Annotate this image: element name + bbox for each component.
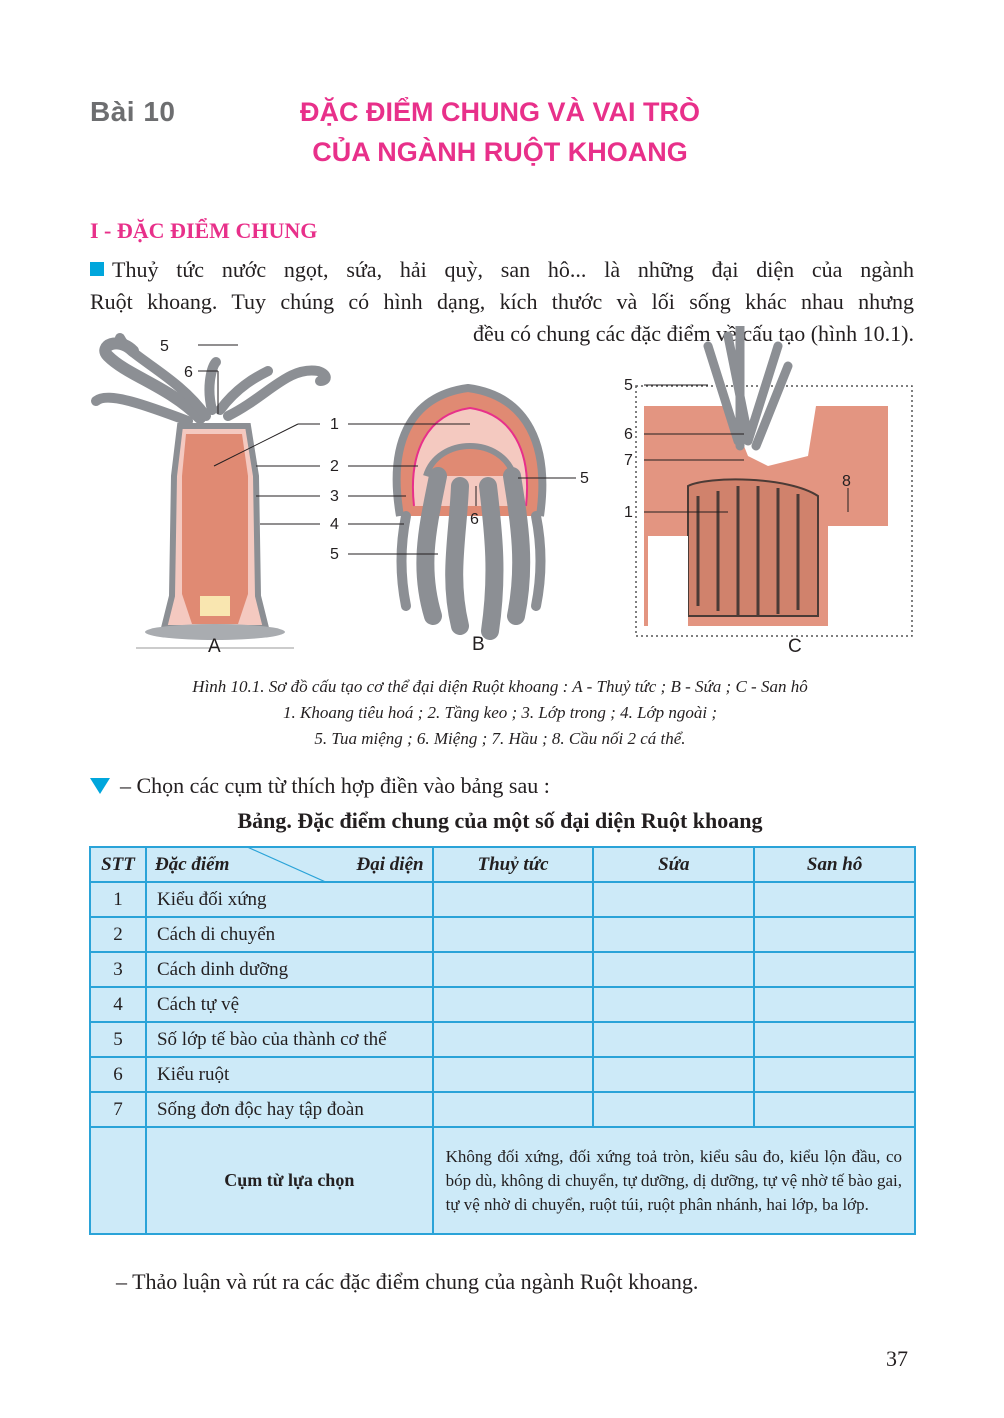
label-b-5: 5 <box>580 470 589 487</box>
label-c-6: 6 <box>624 426 633 443</box>
lesson-title-line1: ĐẶC ĐIỂM CHUNG VÀ VAI TRÒ <box>299 97 700 127</box>
table-row <box>90 987 915 1022</box>
bullet-square-icon <box>90 262 104 276</box>
label-a-6: 6 <box>184 364 193 381</box>
choices-label: Cụm từ lựa chọn <box>146 1127 433 1234</box>
row-no: 6 <box>90 1057 146 1092</box>
row-no: 7 <box>90 1092 146 1127</box>
choices-empty-cell <box>90 1127 146 1234</box>
cell-hydra[interactable] <box>433 1022 594 1057</box>
header-coral: San hô <box>754 847 915 882</box>
row-no: 5 <box>90 1022 146 1057</box>
header-hydra: Thuỷ tức <box>433 847 594 882</box>
features-table <box>89 846 916 1235</box>
cell-jellyfish[interactable] <box>593 1057 754 1092</box>
panel-c-label: C <box>788 636 802 657</box>
label-c-1: 1 <box>624 504 633 521</box>
table-title: Bảng. Đặc điểm chung của một số đại diện Ruột khoang <box>237 808 763 833</box>
header-jellyfish: Sứa <box>593 847 754 882</box>
cell-jellyfish[interactable] <box>593 1022 754 1057</box>
label-4: 4 <box>330 516 339 533</box>
cell-coral[interactable] <box>754 987 915 1022</box>
row-no: 1 <box>90 882 146 917</box>
label-b-6: 6 <box>470 511 479 528</box>
cell-jellyfish[interactable] <box>593 917 754 952</box>
row-feature: Số lớp tế bào của thành cơ thể <box>146 1022 433 1057</box>
cell-jellyfish[interactable] <box>593 987 754 1022</box>
task-instruction <box>90 770 550 802</box>
row-no: 2 <box>90 917 146 952</box>
intro-para-line2: Ruột khoang. Tuy chúng có hình dạng, kích thước và lối sống khác nhau nhưng <box>90 289 914 314</box>
row-feature: Kiểu đối xứng <box>146 882 433 917</box>
cell-coral[interactable] <box>754 1057 915 1092</box>
diagram-coral <box>636 326 912 636</box>
cell-hydra[interactable] <box>433 952 594 987</box>
figure-10-1 <box>88 326 918 660</box>
figure-caption-line2: 1. Khoang tiêu hoá ; 2. Tầng keo ; 3. Lớp trong ; 4. Lớp ngoài ; <box>282 703 717 722</box>
cell-jellyfish[interactable] <box>593 882 754 917</box>
row-no: 4 <box>90 987 146 1022</box>
label-c-5: 5 <box>624 377 633 394</box>
panel-letters <box>208 634 802 657</box>
label-3: 3 <box>330 488 339 505</box>
table-header-row <box>90 847 915 882</box>
row-feature: Cách tự vệ <box>146 987 433 1022</box>
row-feature: Cách di chuyển <box>146 917 433 952</box>
cell-coral[interactable] <box>754 1092 915 1127</box>
header-representative: Đại diện <box>356 854 424 875</box>
triangle-icon <box>90 778 110 794</box>
table-row <box>90 882 915 917</box>
section-heading: I - ĐẶC ĐIỂM CHUNG <box>90 218 318 243</box>
label-c-7: 7 <box>624 452 633 469</box>
panel-b-label: B <box>472 634 485 655</box>
intro-para-line1 <box>90 254 914 286</box>
label-5: 5 <box>330 546 339 563</box>
choices-text: Không đối xứng, đối xứng toả tròn, kiểu sâu đo, kiểu lộn đầu, co bóp dù, không di chuyển, tự dưỡng, dị dưỡng, tự vệ nhờ tế bào gai, tự vệ nhờ di chuyển, ruột túi, ruột phân nhánh, hai lớp, ba lớp. <box>433 1127 915 1234</box>
table-row <box>90 1092 915 1127</box>
intro-text-1: Thuỷ tức nước ngọt, sứa, hải quỳ, san hô... là những đại diện của ngành <box>112 257 914 282</box>
table-row <box>90 917 915 952</box>
table-row <box>90 952 915 987</box>
lesson-number: Bài 10 <box>90 96 176 127</box>
panel-a-label: A <box>208 636 221 657</box>
closing-task: – Thảo luận và rút ra các đặc điểm chung của ngành Ruột khoang. <box>116 1269 699 1294</box>
cell-jellyfish[interactable] <box>593 1092 754 1127</box>
cell-coral[interactable] <box>754 1022 915 1057</box>
page-number: 37 <box>886 1346 908 1371</box>
table-row <box>90 1057 915 1092</box>
label-c-8: 8 <box>842 473 851 490</box>
cell-hydra[interactable] <box>433 1057 594 1092</box>
header-feature-rep <box>146 847 433 882</box>
lesson-title-line2: CỦA NGÀNH RUỘT KHOANG <box>312 137 688 167</box>
figure-caption-line3: 5. Tua miệng ; 6. Miệng ; 7. Hầu ; 8. Cầu nối 2 cá thể. <box>314 729 686 748</box>
header-stt: STT <box>90 847 146 882</box>
choices-row <box>90 1127 915 1234</box>
label-a-5: 5 <box>160 338 169 355</box>
figure-caption-line1: Hình 10.1. Sơ đồ cấu tạo cơ thể đại diện Ruột khoang : A - Thuỷ tức ; B - Sứa ; C - San hô <box>192 677 808 696</box>
cell-jellyfish[interactable] <box>593 952 754 987</box>
row-feature: Cách dinh dưỡng <box>146 952 433 987</box>
task-instruction-text: – Chọn các cụm từ thích hợp điền vào bảng sau : <box>120 773 550 798</box>
cell-coral[interactable] <box>754 882 915 917</box>
label-1: 1 <box>330 416 339 433</box>
table-row <box>90 1022 915 1057</box>
cell-hydra[interactable] <box>433 1092 594 1127</box>
cell-coral[interactable] <box>754 952 915 987</box>
row-no: 3 <box>90 952 146 987</box>
row-feature: Kiểu ruột <box>146 1057 433 1092</box>
diagram-hydra <box>96 338 326 648</box>
cell-hydra[interactable] <box>433 987 594 1022</box>
row-feature: Sống đơn độc hay tập đoàn <box>146 1092 433 1127</box>
cell-hydra[interactable] <box>433 882 594 917</box>
intro-para-line3: đều có chung các đặc điểm về cấu tạo (hình 10.1). <box>472 321 914 346</box>
cell-coral[interactable] <box>754 917 915 952</box>
label-2: 2 <box>330 458 339 475</box>
cell-hydra[interactable] <box>433 917 594 952</box>
header-feature: Đặc điểm <box>154 854 230 875</box>
